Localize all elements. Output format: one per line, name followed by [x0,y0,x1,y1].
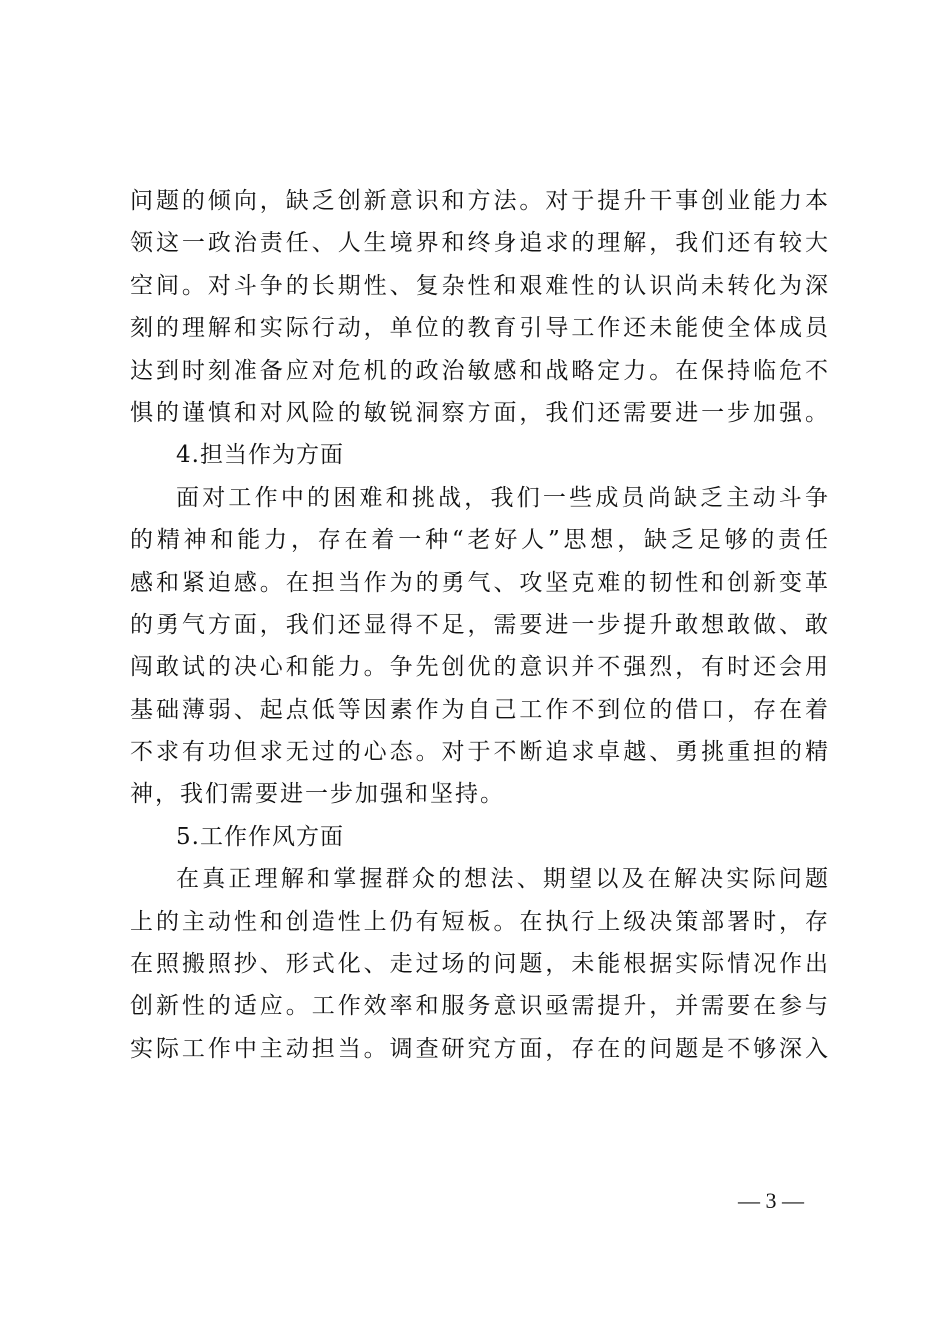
text-line: 刻的理解和实际行动，单位的教育引导工作还未能使全体成员 [130,315,830,342]
page-number: — 3 — [738,1188,804,1213]
text-line: 的精神和能力，存在着一种“老好人”思想，缺乏足够的责任 [130,527,830,554]
text-line: 上的主动性和创造性上仍有短板。在执行上级决策部署时，存 [130,908,830,935]
text-line: 神，我们需要进一步加强和坚持。 [130,781,505,808]
text-line: 基础薄弱、起点低等因素作为自己工作不到位的借口，存在着 [130,696,830,723]
text-line: 创新性的适应。工作效率和服务意识亟需提升，并需要在参与 [130,993,830,1020]
paragraph-intro [130,180,830,434]
section-5-heading: 5.工作作风方面 [176,823,344,850]
text-line: 不求有功但求无过的心态。对于不断追求卓越、勇挑重担的精 [130,739,830,766]
text-line: 空间。对斗争的长期性、复杂性和艰难性的认识尚未转化为深 [130,272,830,299]
text-line: 的勇气方面，我们还显得不足，需要进一步提升敢想敢做、敢 [130,611,830,638]
text-line: 领这一政治责任、人生境界和终身追求的理解，我们还有较大 [130,230,830,257]
section-5-paragraph [130,858,830,1070]
text-line: 实际工作中主动担当。调查研究方面，存在的问题是不够深入 [130,1035,830,1062]
section-4-paragraph [130,477,830,816]
document-body [130,180,830,1070]
text-line: 闯敢试的决心和能力。争先创优的意识并不强烈，有时还会用 [130,654,830,681]
text-line: 在照搬照抄、形式化、走过场的问题，未能根据实际情况作出 [130,951,830,978]
text-line: 面对工作中的困难和挑战，我们一些成员尚缺乏主动斗争 [176,484,830,511]
text-line: 在真正理解和掌握群众的想法、期望以及在解决实际问题 [176,866,830,893]
text-line: 问题的倾向，缺乏创新意识和方法。对于提升干事创业能力本 [130,188,830,214]
text-line: 惧的谨慎和对风险的敏锐洞察方面，我们还需要进一步加强。 [130,399,830,426]
section-4-heading: 4.担当作为方面 [176,442,344,469]
text-line: 达到时刻准备应对危机的政治敏感和战略定力。在保持临危不 [130,357,830,384]
text-line: 感和紧迫感。在担当作为的勇气、攻坚克难的韧性和创新变革 [130,569,830,596]
